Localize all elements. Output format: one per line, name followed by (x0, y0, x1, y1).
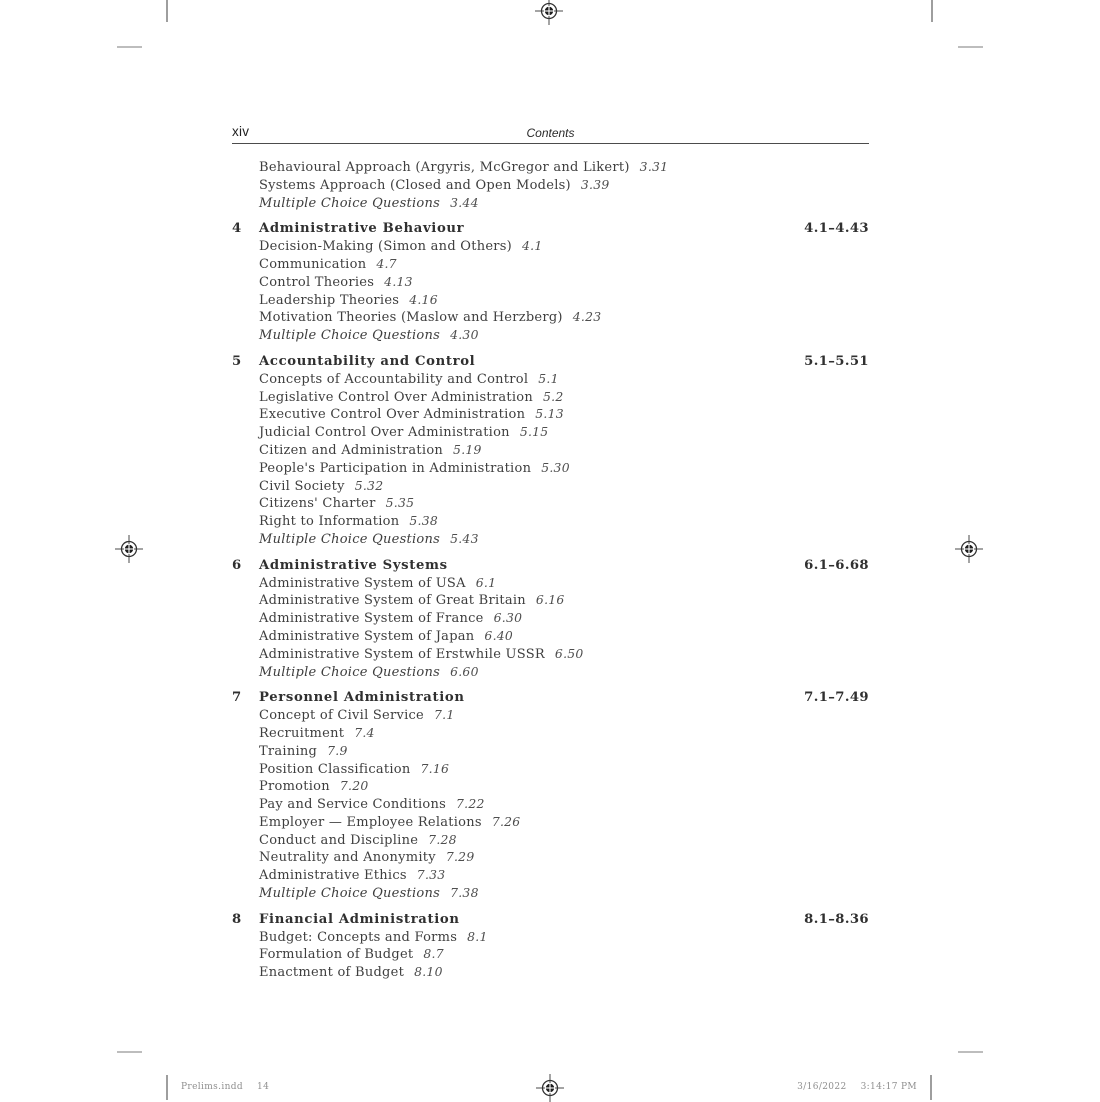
toc-entry-page: 5.19 (453, 441, 482, 457)
toc-entry-page: 7.4 (354, 724, 375, 740)
chapter-title: Financial Administration (259, 911, 460, 927)
chapter-page-range: 4.1–4.43 (804, 221, 869, 237)
toc-entry-page: 4.16 (409, 291, 438, 307)
toc-entry-page: 6.50 (554, 645, 584, 661)
toc-entry (232, 646, 869, 664)
toc-chapter-row (232, 354, 869, 371)
toc-block (232, 558, 869, 682)
toc-entry-page: 8.10 (414, 964, 443, 980)
chapter-number: 4 (232, 221, 242, 237)
toc-entry (232, 867, 869, 885)
slug-file-page: 14 (256, 1082, 270, 1092)
toc-entry (232, 885, 869, 903)
toc-entry-label: Motivation Theories (Maslow and Herzberg) (259, 310, 563, 326)
toc-entry-label: Systems Approach (Closed and Open Models) (259, 177, 571, 193)
crop-mark (117, 1051, 142, 1053)
toc-entry-page: 5.13 (535, 406, 564, 422)
crop-mark (166, 1075, 168, 1100)
toc-entry-label: Position Classification (259, 761, 411, 777)
toc-entry (232, 292, 869, 310)
toc-entry (232, 946, 869, 964)
toc-entry (232, 628, 869, 646)
page-folio: xiv (232, 124, 250, 139)
toc-entry (232, 195, 869, 213)
toc-entry-page: 7.20 (339, 778, 369, 794)
toc-entry-label: Communication (259, 256, 367, 272)
toc-entry-page: 8.1 (467, 928, 488, 944)
chapter-title: Accountability and Control (259, 353, 476, 369)
toc-entry (232, 725, 869, 743)
toc-entry (232, 159, 869, 177)
toc-entry-label: Legislative Control Over Administration (259, 389, 533, 405)
toc-entry-label: Judicial Control Over Administration (259, 425, 510, 441)
toc-entry-page: 7.38 (450, 885, 479, 901)
toc-entry-page: 7.28 (428, 831, 457, 847)
toc-entry-page: 3.39 (580, 176, 610, 192)
toc-entry-page: 3.31 (639, 159, 669, 174)
toc-entry (232, 371, 869, 389)
toc-entry-label: People's Participation in Administration (259, 460, 532, 476)
toc-entry-label: Control Theories (259, 274, 375, 290)
slug-file-info (181, 1082, 269, 1092)
toc-entry (232, 778, 869, 796)
toc-entry-page: 5.2 (543, 388, 564, 404)
toc-entry-page: 7.16 (420, 760, 450, 776)
toc-entry-label: Right to Information (259, 514, 400, 530)
slug-timestamp (797, 1082, 917, 1092)
crop-mark (117, 46, 142, 48)
crop-mark (958, 46, 983, 48)
toc-block (232, 912, 869, 982)
toc-block (232, 690, 869, 903)
toc-entry-page: 5.35 (385, 495, 415, 511)
toc-entry (232, 929, 869, 947)
toc-entry-label: Enactment of Budget (259, 965, 405, 981)
toc-chapter-row (232, 690, 869, 707)
toc-entry-label: Administrative System of USA (259, 575, 466, 591)
toc-entry (232, 814, 869, 832)
toc-entry (232, 424, 869, 442)
toc-entry-label: Administrative System of Great Britain (259, 593, 526, 609)
toc-entry-page: 6.40 (484, 627, 514, 643)
toc-chapter-row (232, 221, 869, 238)
toc-entry-label: Budget: Concepts and Forms (259, 929, 458, 945)
toc-entry-page: 6.16 (535, 592, 565, 608)
toc-chapter-row (232, 558, 869, 575)
slug-date: 3/16/2022 (797, 1082, 847, 1092)
toc-entry (232, 832, 869, 850)
toc-entry-label: Leadership Theories (259, 292, 400, 308)
toc-entry (232, 177, 869, 195)
toc-entry-page: 6.60 (450, 663, 479, 679)
toc-entry (232, 849, 869, 867)
chapter-page-range: 8.1–8.36 (804, 911, 869, 927)
toc-entry-page: 6.30 (493, 610, 523, 626)
toc-entry-label: Formulation of Budget (259, 947, 414, 963)
toc-entry (232, 743, 869, 761)
toc-entry-label: Executive Control Over Administration (259, 407, 526, 423)
slug-time: 3:14:17 PM (860, 1082, 917, 1092)
toc-entry (232, 274, 869, 292)
toc-entry-page: 8.7 (423, 946, 444, 962)
toc-entry (232, 309, 869, 327)
toc-entry-page: 7.33 (416, 867, 446, 883)
toc-entry (232, 238, 869, 256)
toc-entry-label: Conduct and Discipline (259, 832, 419, 848)
toc-entry (232, 478, 869, 496)
toc-entry-page: 5.32 (354, 477, 384, 493)
toc-entry-page: 7.22 (456, 796, 485, 812)
toc-block (232, 354, 869, 549)
table-of-contents (232, 159, 869, 982)
toc-entry (232, 495, 869, 513)
toc-entry-page: 3.44 (450, 194, 479, 210)
toc-entry-label: Training (259, 743, 318, 759)
toc-entry-page: 5.43 (450, 530, 479, 546)
toc-entry-label: Promotion (259, 779, 330, 795)
crop-mark (930, 1075, 932, 1100)
toc-entry-page: 6.1 (475, 574, 497, 590)
toc-entry (232, 761, 869, 779)
toc-entry-label: Concept of Civil Service (259, 708, 424, 724)
toc-entry-label: Behavioural Approach (Argyris, McGregor and Likert) (259, 160, 630, 175)
chapter-number: 7 (232, 690, 242, 706)
toc-entry (232, 796, 869, 814)
toc-entry-page: 4.7 (376, 255, 397, 271)
toc-entry (232, 327, 869, 345)
toc-entry (232, 592, 869, 610)
toc-entry-label: Neutrality and Anonymity (259, 850, 436, 866)
toc-entry-label: Concepts of Accountability and Control (259, 371, 529, 387)
chapter-title: Administrative Systems (259, 557, 448, 573)
toc-entry-label: Employer — Employee Relations (259, 814, 482, 830)
toc-entry-label: Multiple Choice Questions (259, 328, 441, 344)
toc-entry-page: 5.30 (541, 459, 570, 475)
toc-entry-page: 7.26 (491, 813, 521, 829)
toc-entry-page: 5.38 (409, 513, 439, 529)
toc-entry-label: Multiple Choice Questions (259, 195, 441, 211)
toc-entry-label: Recruitment (259, 725, 345, 741)
toc-block (232, 221, 869, 345)
registration-mark-icon (536, 1074, 564, 1102)
chapter-page-range: 6.1–6.68 (804, 557, 869, 573)
toc-entry-page: 5.15 (519, 424, 549, 440)
crop-mark (166, 0, 168, 22)
toc-entry-label: Pay and Service Conditions (259, 797, 447, 813)
toc-entry-label: Multiple Choice Questions (259, 886, 441, 902)
toc-entry (232, 610, 869, 628)
toc-entry-page: 5.1 (538, 370, 559, 386)
chapter-page-range: 5.1–5.51 (804, 353, 869, 369)
toc-entry-label: Citizens' Charter (259, 496, 376, 512)
chapter-page-range: 7.1–7.49 (804, 690, 869, 706)
registration-mark-icon (115, 535, 143, 563)
toc-entry-page: 7.29 (445, 849, 475, 865)
toc-entry (232, 531, 869, 549)
toc-entry-label: Administrative System of Erstwhile USSR (259, 646, 545, 662)
toc-entry (232, 664, 869, 682)
running-head: Contents (526, 126, 575, 140)
chapter-title: Personnel Administration (259, 690, 465, 706)
toc-entry (232, 442, 869, 460)
toc-entry-page: 4.1 (522, 238, 543, 254)
chapter-number: 6 (232, 557, 242, 573)
toc-entry-label: Citizen and Administration (259, 442, 444, 458)
toc-entry-page: 4.30 (450, 327, 479, 343)
toc-entry-label: Civil Society (259, 478, 345, 494)
toc-chapter-row (232, 912, 869, 929)
toc-entry-label: Multiple Choice Questions (259, 531, 441, 547)
toc-entry (232, 460, 869, 478)
toc-entry-label: Administrative System of Japan (259, 628, 475, 644)
toc-entry-label: Administrative System of France (259, 611, 484, 627)
toc-entry-label: Decision-Making (Simon and Others) (259, 239, 513, 255)
toc-entry-page: 7.9 (327, 742, 348, 758)
toc-entry (232, 964, 869, 982)
toc-entry (232, 256, 869, 274)
toc-entry-page: 4.13 (384, 273, 413, 289)
slug-file-name: Prelims.indd (181, 1082, 243, 1092)
toc-entry (232, 575, 869, 593)
toc-entry-page: 4.23 (572, 309, 602, 325)
crop-mark (958, 1051, 983, 1053)
header-rule (232, 143, 869, 144)
toc-entry (232, 389, 869, 407)
toc-entry-page: 7.1 (434, 707, 455, 723)
chapter-number: 8 (232, 911, 242, 927)
toc-entry (232, 406, 869, 424)
registration-mark-icon (535, 0, 563, 25)
toc-entry-label: Administrative Ethics (259, 868, 407, 884)
toc-entry (232, 513, 869, 531)
toc-block (232, 159, 869, 212)
toc-entry-label: Multiple Choice Questions (259, 664, 441, 680)
toc-entry (232, 707, 869, 725)
registration-mark-icon (955, 535, 983, 563)
chapter-number: 5 (232, 353, 242, 369)
crop-mark (931, 0, 933, 22)
chapter-title: Administrative Behaviour (259, 221, 465, 237)
